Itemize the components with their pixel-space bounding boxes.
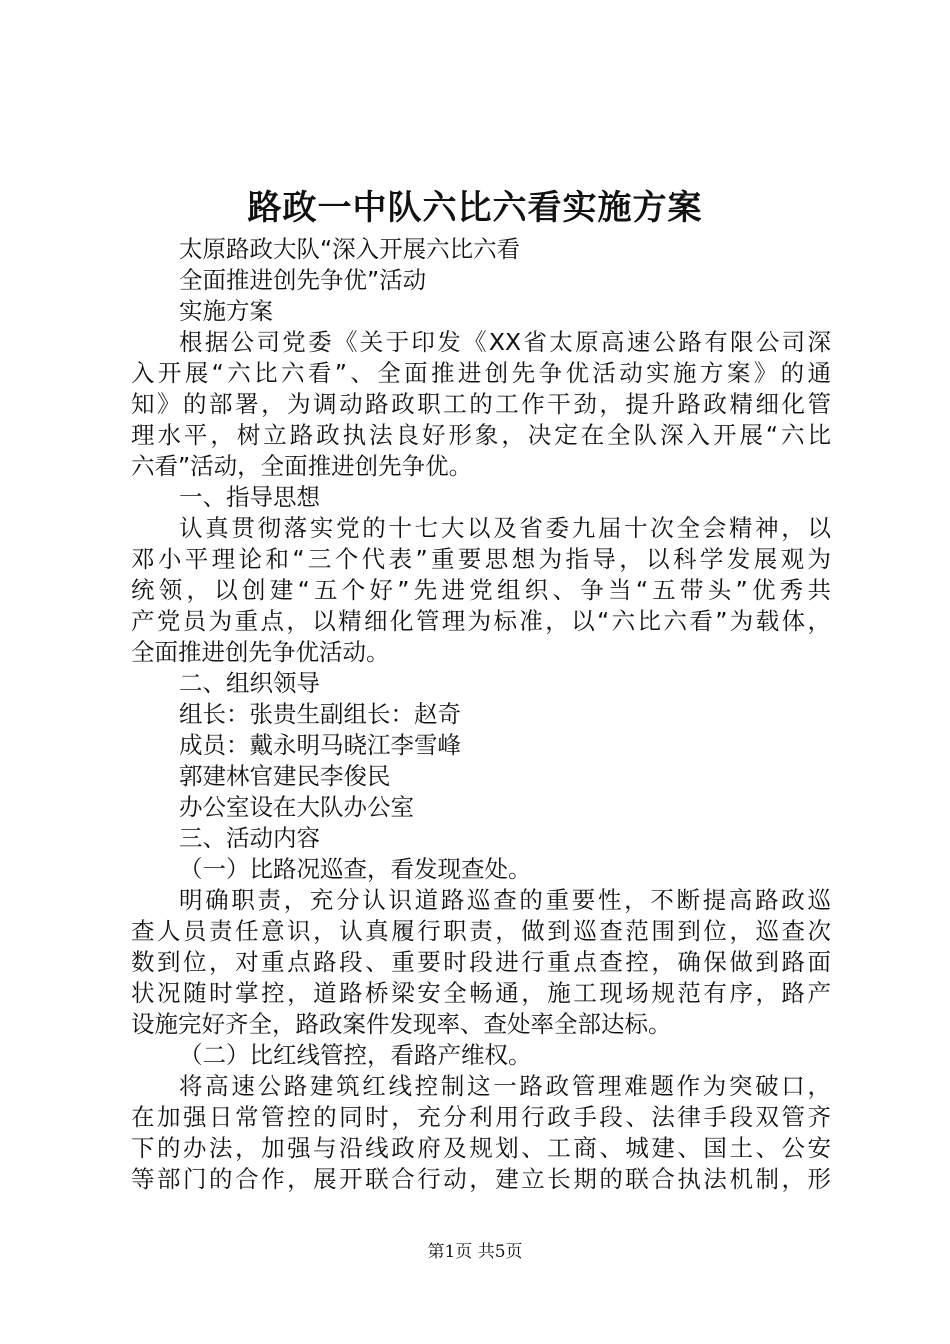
subtitle-line: 太原路政大队“深入开展六比六看 <box>179 235 521 263</box>
subsection-heading: （一）比路况巡查，看发现查处。 <box>179 855 532 883</box>
paragraph-line: 下的办法，加强与沿线政府及规划、工商、城建、国土、公安 <box>131 1134 831 1162</box>
member-line: 郭建林官建民李俊民 <box>179 762 391 790</box>
member-line: 成员：戴永明马晓江李雪峰 <box>179 731 461 759</box>
paragraph-line: 统领，以创建“五个好”先进党组织、争当“五带头”优秀共 <box>131 576 831 604</box>
section-heading: 二、组织领导 <box>179 669 320 697</box>
office-line: 办公室设在大队办公室 <box>179 793 414 821</box>
paragraph-line: 产党员为重点，以精细化管理为标准，以“六比六看”为载体， <box>131 607 831 635</box>
section-heading: 一、指导思想 <box>179 483 320 511</box>
paragraph-line: 数到位，对重点路段、重要时段进行重点查控，确保做到路面 <box>131 948 831 976</box>
subtitle-line: 全面推进创先争优”活动 <box>179 266 427 294</box>
paragraph-line: 将高速公路建筑红线控制这一路政管理难题作为突破口， <box>179 1072 831 1100</box>
paragraph-line: 在加强日常管控的同时，充分利用行政手段、法律手段双管齐 <box>131 1103 831 1131</box>
paragraph-line: 邓小平理论和“三个代表”重要思想为指导，以科学发展观为 <box>131 545 831 573</box>
subtitle-line: 实施方案 <box>179 297 273 325</box>
paragraph-line: 等部门的合作，展开联合行动，建立长期的联合执法机制，形 <box>131 1165 831 1193</box>
paragraph-line: 知》的部署，为调动路政职工的工作干劲，提升路政精细化管 <box>131 390 831 418</box>
paragraph-line: 状况随时掌控，道路桥梁安全畅通，施工现场规范有序，路产 <box>131 979 831 1007</box>
paragraph-line: 认真贯彻落实党的十七大以及省委九届十次全会精神，以 <box>179 514 831 542</box>
paragraph-line: 设施完好齐全，路政案件发现率、查处率全部达标。 <box>131 1010 672 1038</box>
document-body <box>131 234 831 1195</box>
paragraph-line: 六看”活动，全面推进创先争优。 <box>131 452 473 480</box>
subsection-heading: （二）比红线管控，看路产维权。 <box>179 1041 532 1069</box>
paragraph-line: 明确职责，充分认识道路巡查的重要性，不断提高路政巡 <box>179 886 831 914</box>
paragraph-line: 根据公司党委《关于印发《XX省太原高速公路有限公司深 <box>179 328 831 356</box>
section-heading: 三、活动内容 <box>179 824 320 852</box>
paragraph-line: 查人员责任意识，认真履行职责，做到巡查范围到位，巡查次 <box>131 917 831 945</box>
page-footer: 第1页 共5页 <box>427 1242 523 1262</box>
paragraph-line: 入开展“六比六看”、全面推进创先争优活动实施方案》的通 <box>131 359 831 387</box>
leader-line: 组长：张贵生副组长：赵奇 <box>179 700 461 728</box>
document-title: 路政一中队六比六看实施方案 <box>247 188 703 228</box>
paragraph-line: 全面推进创先争优活动。 <box>131 638 390 666</box>
paragraph-line: 理水平，树立路政执法良好形象，决定在全队深入开展“六比 <box>131 421 831 449</box>
